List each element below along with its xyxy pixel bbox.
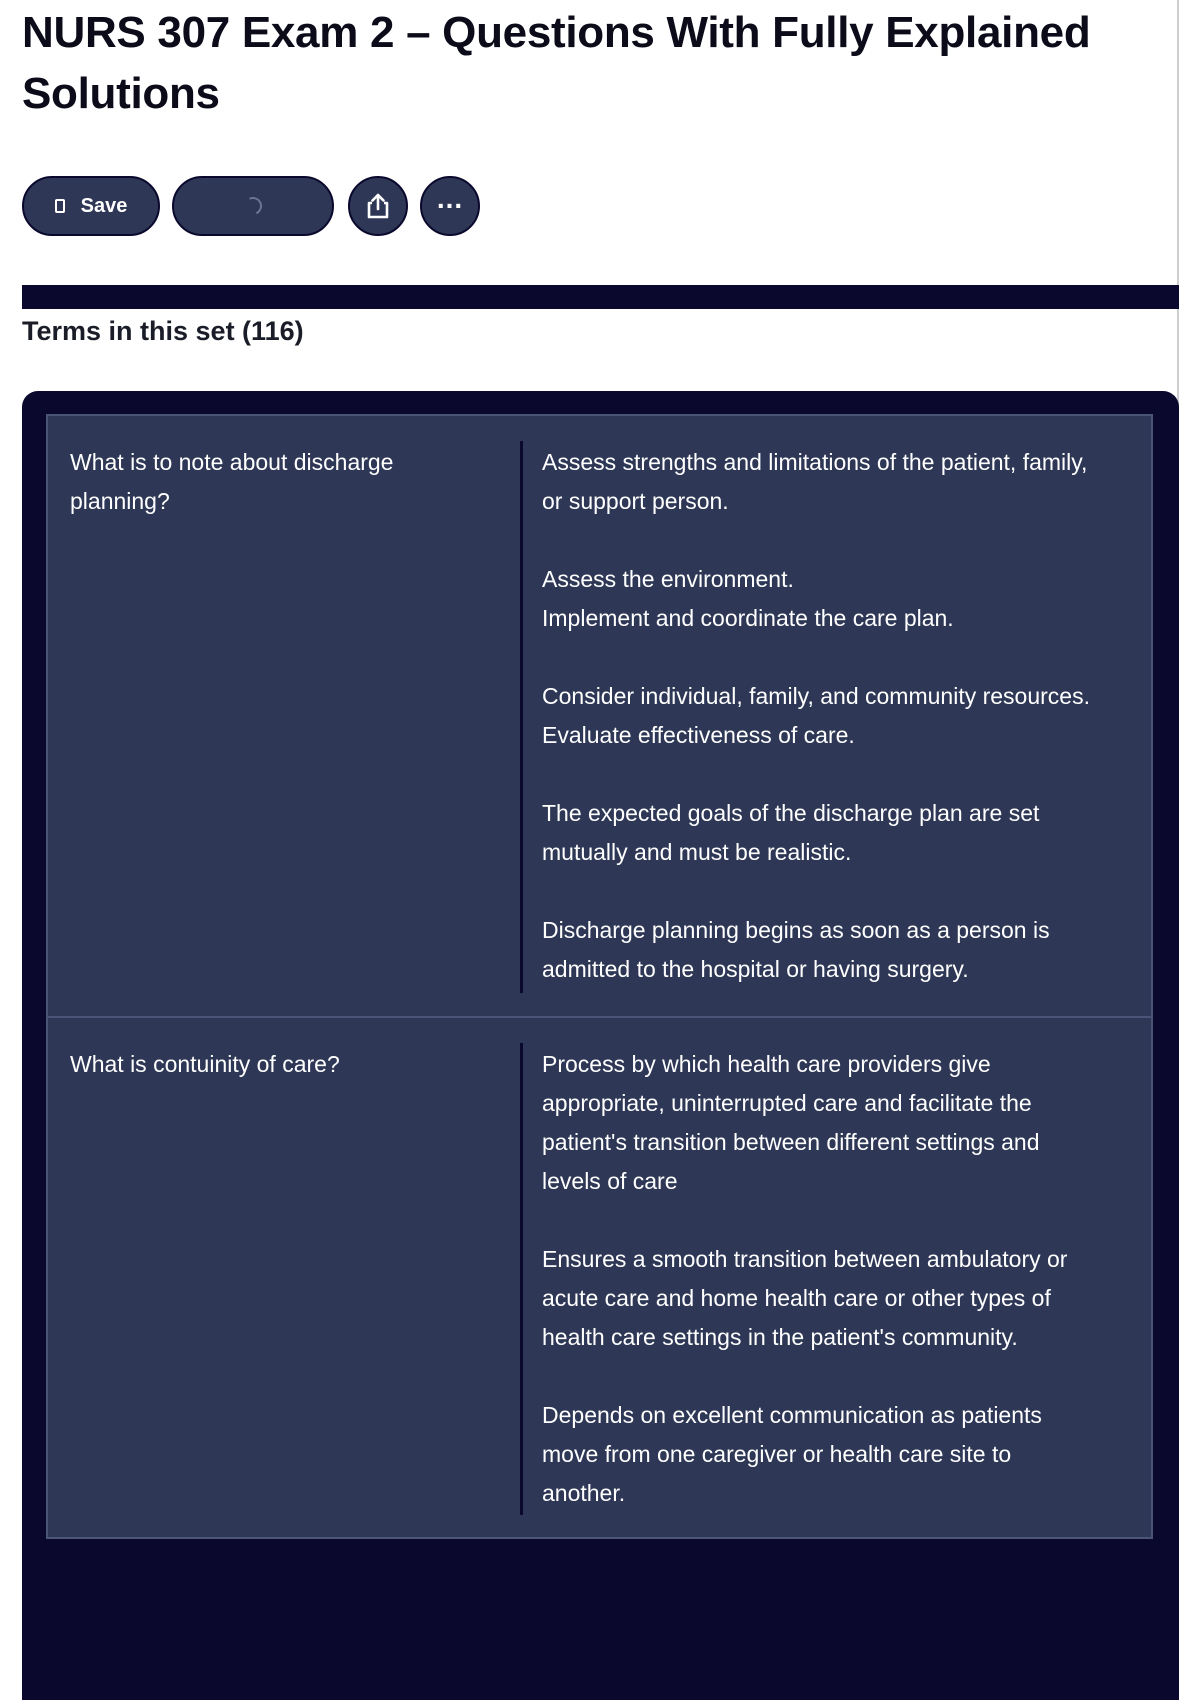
spinner-icon [241, 194, 264, 217]
term-card[interactable] [46, 1016, 1153, 1539]
definition-line: Assess strengths and limitations of the patient, family, [542, 449, 1088, 475]
definition-line: mutually and must be realistic. [542, 839, 852, 865]
page-title-line: Solutions [22, 69, 220, 118]
term-text [70, 443, 490, 521]
definition-text [542, 443, 1142, 989]
page-title [22, 2, 1182, 124]
definition-paragraph [542, 1240, 1142, 1357]
term-line: What is contuinity of care? [70, 1051, 340, 1077]
share-icon [365, 192, 391, 220]
definition-line: patient's transition between different settings and [542, 1129, 1040, 1155]
definition-line: Ensures a smooth transition between ambulatory or [542, 1246, 1068, 1272]
definition-line: The expected goals of the discharge plan are set [542, 800, 1040, 826]
definition-line: acute care and home health care or other types of [542, 1285, 1051, 1311]
definition-line: admitted to the hospital or having surgery. [542, 956, 969, 982]
save-button-label: Save [80, 194, 128, 217]
definition-line: Depends on excellent communication as patients [542, 1402, 1042, 1428]
definition-line: health care settings in the patient's community. [542, 1324, 1018, 1350]
definition-paragraph [542, 1396, 1142, 1513]
definition-line: levels of care [542, 1168, 678, 1194]
definition-paragraph [542, 560, 1142, 638]
definition-line: Discharge planning begins as soon as a person is [542, 917, 1050, 943]
definition-line: appropriate, uninterrupted care and facilitate the [542, 1090, 1032, 1116]
terms-panel [22, 391, 1179, 1700]
definition-line: Process by which health care providers give [542, 1051, 991, 1077]
definition-paragraph [542, 443, 1142, 521]
more-options-icon: ... [436, 183, 464, 214]
card-divider [520, 441, 523, 993]
loading-button[interactable] [172, 176, 334, 236]
definition-line: or support person. [542, 488, 729, 514]
definition-paragraph [542, 911, 1142, 989]
definition-line: Consider individual, family, and community resources. [542, 683, 1090, 709]
term-card[interactable] [46, 414, 1153, 1018]
bookmark-icon [55, 199, 65, 213]
terms-count-heading: Terms in this set (116) [22, 316, 304, 346]
share-button[interactable] [348, 176, 408, 236]
definition-paragraph [542, 677, 1142, 755]
save-button[interactable] [22, 176, 160, 236]
definition-paragraph [542, 1045, 1142, 1201]
term-line: planning? [70, 488, 170, 514]
definition-paragraph [542, 794, 1142, 872]
card-divider [520, 1043, 523, 1515]
definition-text [542, 1045, 1142, 1513]
definition-line: Implement and coordinate the care plan. [542, 605, 954, 631]
definition-line: Evaluate effectiveness of care. [542, 722, 855, 748]
more-options-button[interactable] [420, 176, 480, 236]
page-title-line: NURS 307 Exam 2 – Questions With Fully Explained [22, 8, 1091, 57]
definition-line: move from one caregiver or health care site to [542, 1441, 1012, 1467]
definition-line: Assess the environment. [542, 566, 794, 592]
definition-line: another. [542, 1480, 626, 1506]
section-divider-bar [22, 285, 1179, 309]
term-text [70, 1045, 490, 1084]
term-line: What is to note about discharge [70, 449, 394, 475]
